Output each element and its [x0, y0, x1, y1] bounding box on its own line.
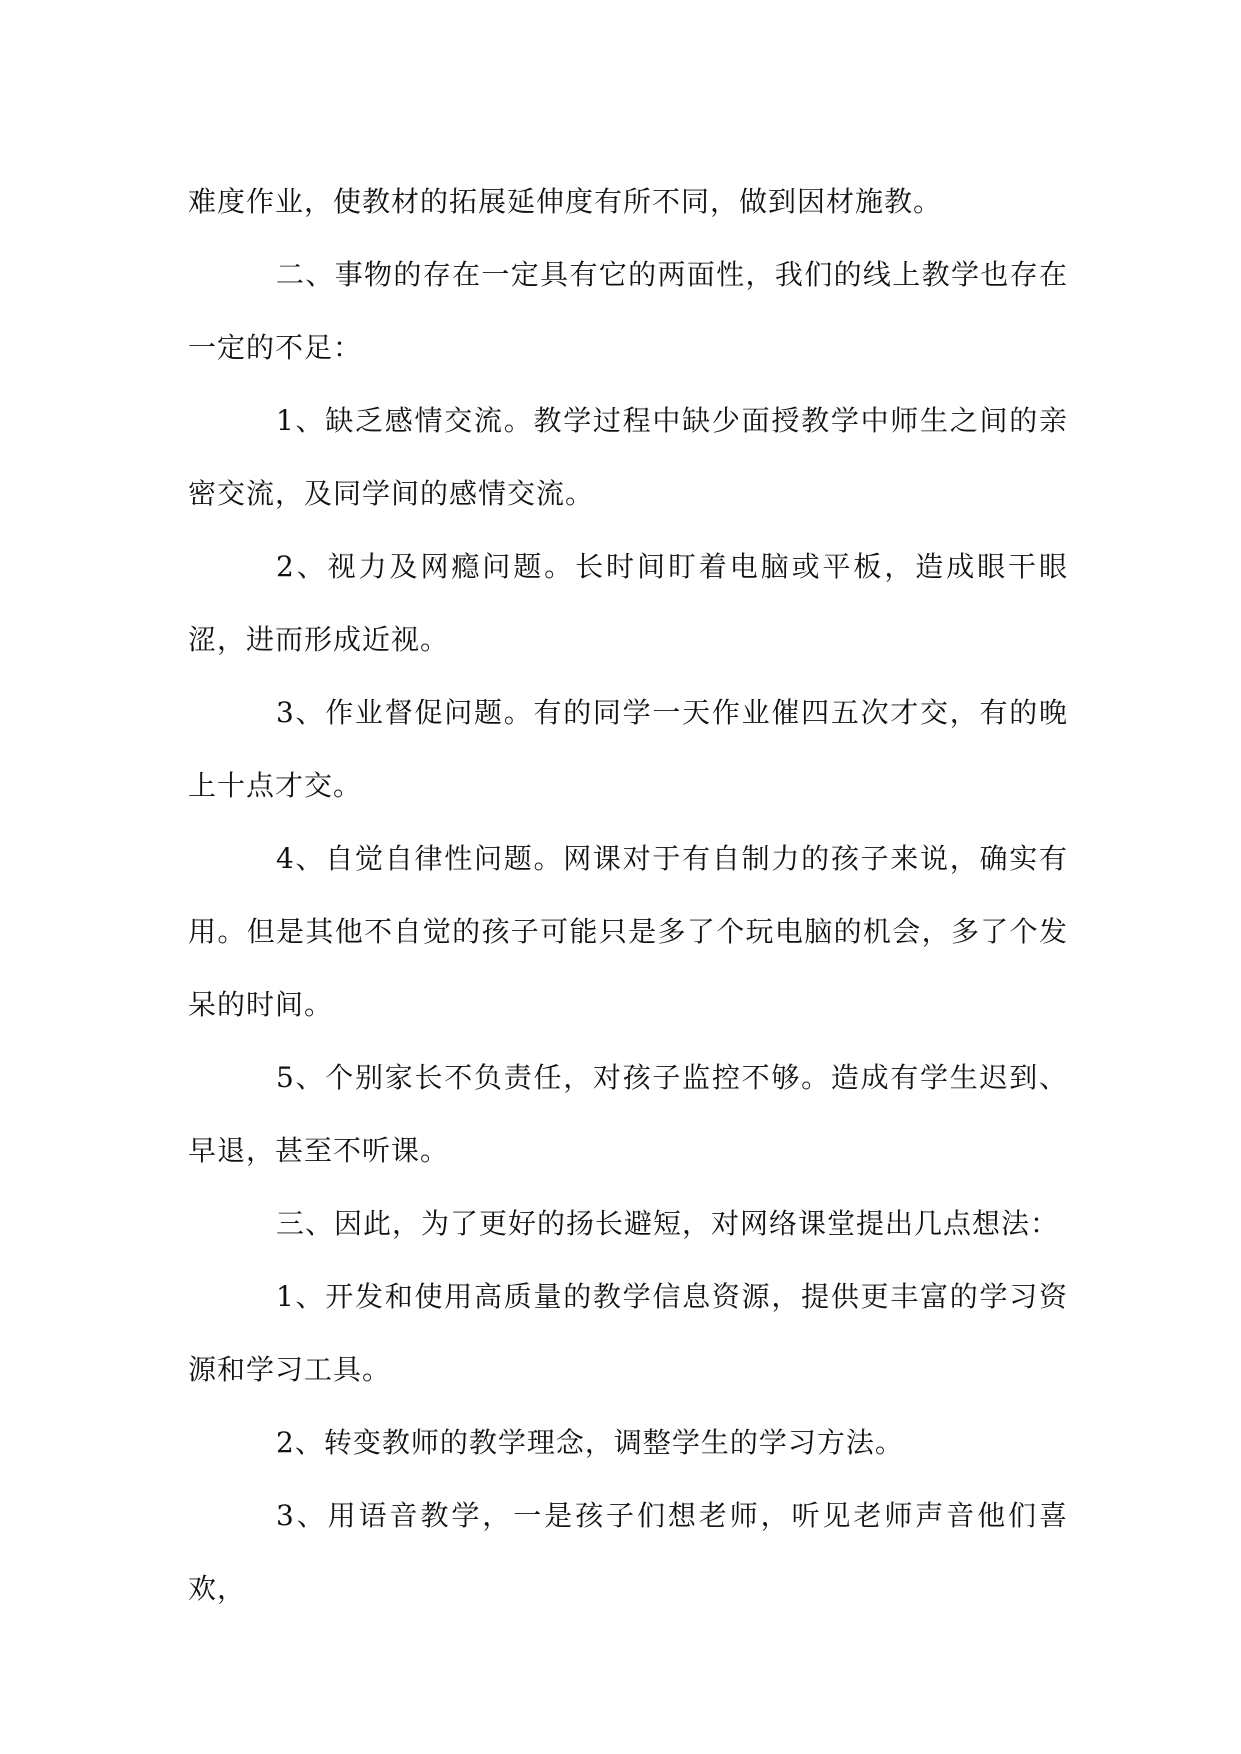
paragraph-item-4: 4、自觉自律性问题。网课对于有自制力的孩子来说，确实有用。但是其他不自觉的孩子可能只是多了个玩电脑的机会，多了个发呆的时间。 [188, 842, 1068, 1021]
paragraph-item-1: 1、缺乏感情交流。教学过程中缺少面授教学中师生之间的亲密交流，及同学间的感情交流。 [188, 404, 1068, 510]
paragraph-section-two-heading: 二、事物的存在一定具有它的两面性，我们的线上教学也存在一定的不足： [188, 258, 1068, 364]
paragraph-suggestion-3: 3、用语音教学，一是孩子们想老师，听见老师声音他们喜欢， [188, 1499, 1068, 1605]
paragraph-suggestion-2: 2、转变教师的教学理念，调整学生的学习方法。 [276, 1426, 904, 1459]
paragraph-item-2: 2、视力及网瘾问题。长时间盯着电脑或平板，造成眼干眼涩，进而形成近视。 [188, 550, 1068, 656]
document-page [188, 165, 1068, 1625]
paragraph-item-5: 5、个别家长不负责任，对孩子监控不够。造成有学生迟到、早退，甚至不听课。 [188, 1061, 1068, 1167]
paragraph-continuation: 难度作业，使教材的拓展延伸度有所不同，做到因材施教。 [188, 185, 943, 218]
paragraph-suggestion-1: 1、开发和使用高质量的教学信息资源，提供更丰富的学习资源和学习工具。 [188, 1280, 1068, 1386]
paragraph-section-three-heading: 三、因此，为了更好的扬长避短，对网络课堂提出几点想法： [276, 1207, 1060, 1240]
paragraph-item-3: 3、作业督促问题。有的同学一天作业催四五次才交，有的晚上十点才交。 [188, 696, 1068, 802]
